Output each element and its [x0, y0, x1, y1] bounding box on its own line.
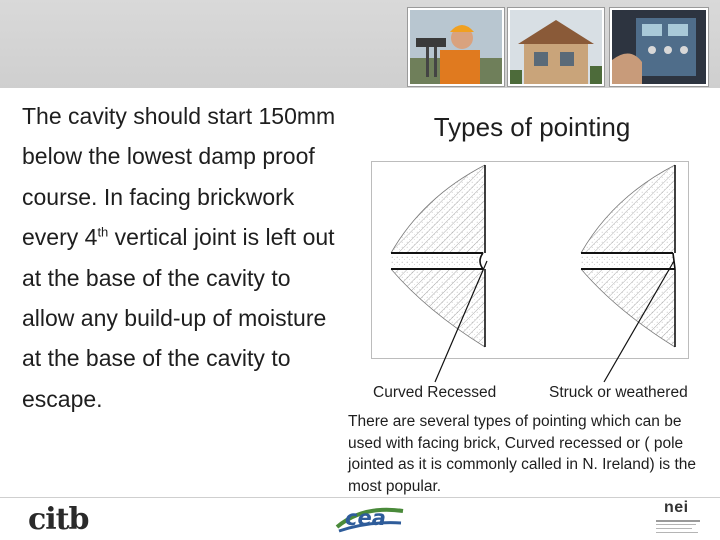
nei-logo-text: nei [664, 499, 689, 516]
footer-divider [0, 497, 720, 498]
surveyor-image [410, 10, 502, 84]
nei-logo-rule [656, 524, 696, 525]
cavity-text-part1: The cavity should start 150mm below the lowest damp proof course. In facing brickwork every 4 [22, 103, 336, 251]
nei-logo [652, 499, 712, 539]
house-photo [508, 8, 604, 86]
slide-title: Types of pointing [433, 112, 631, 142]
cea-logo-text: cea [345, 506, 386, 530]
control-panel-image [612, 10, 706, 84]
cea-logo [333, 503, 407, 535]
house-image [510, 10, 602, 84]
header-banner [0, 0, 720, 88]
curved-recessed-label: Curved Recessed [373, 384, 497, 401]
surveyor-photo [408, 8, 504, 86]
nei-logo-rule [656, 532, 698, 533]
cavity-text-part2: vertical joint is left out at the base of the cavity to allow any build-up of moisture at the base of the cavity to escape. [22, 224, 335, 412]
control-panel-photo [610, 8, 708, 86]
nei-logo-rule [656, 528, 692, 529]
curved-recessed-pointer [435, 261, 487, 382]
pointing-description: There are several types of pointing which can be used with facing brick, Curved recessed or ( pole jointed as it is commonly called in N. Ireland) is the most popular. [348, 413, 697, 495]
cavity-paragraph [22, 96, 342, 419]
superscript-th: th [97, 224, 109, 240]
struck-weathered-pointer [604, 261, 674, 382]
nei-logo-rule [656, 520, 700, 522]
citb-logo: citb [28, 502, 89, 537]
struck-weathered-label: Struck or weathered [549, 384, 688, 401]
callout-lines [340, 200, 720, 410]
